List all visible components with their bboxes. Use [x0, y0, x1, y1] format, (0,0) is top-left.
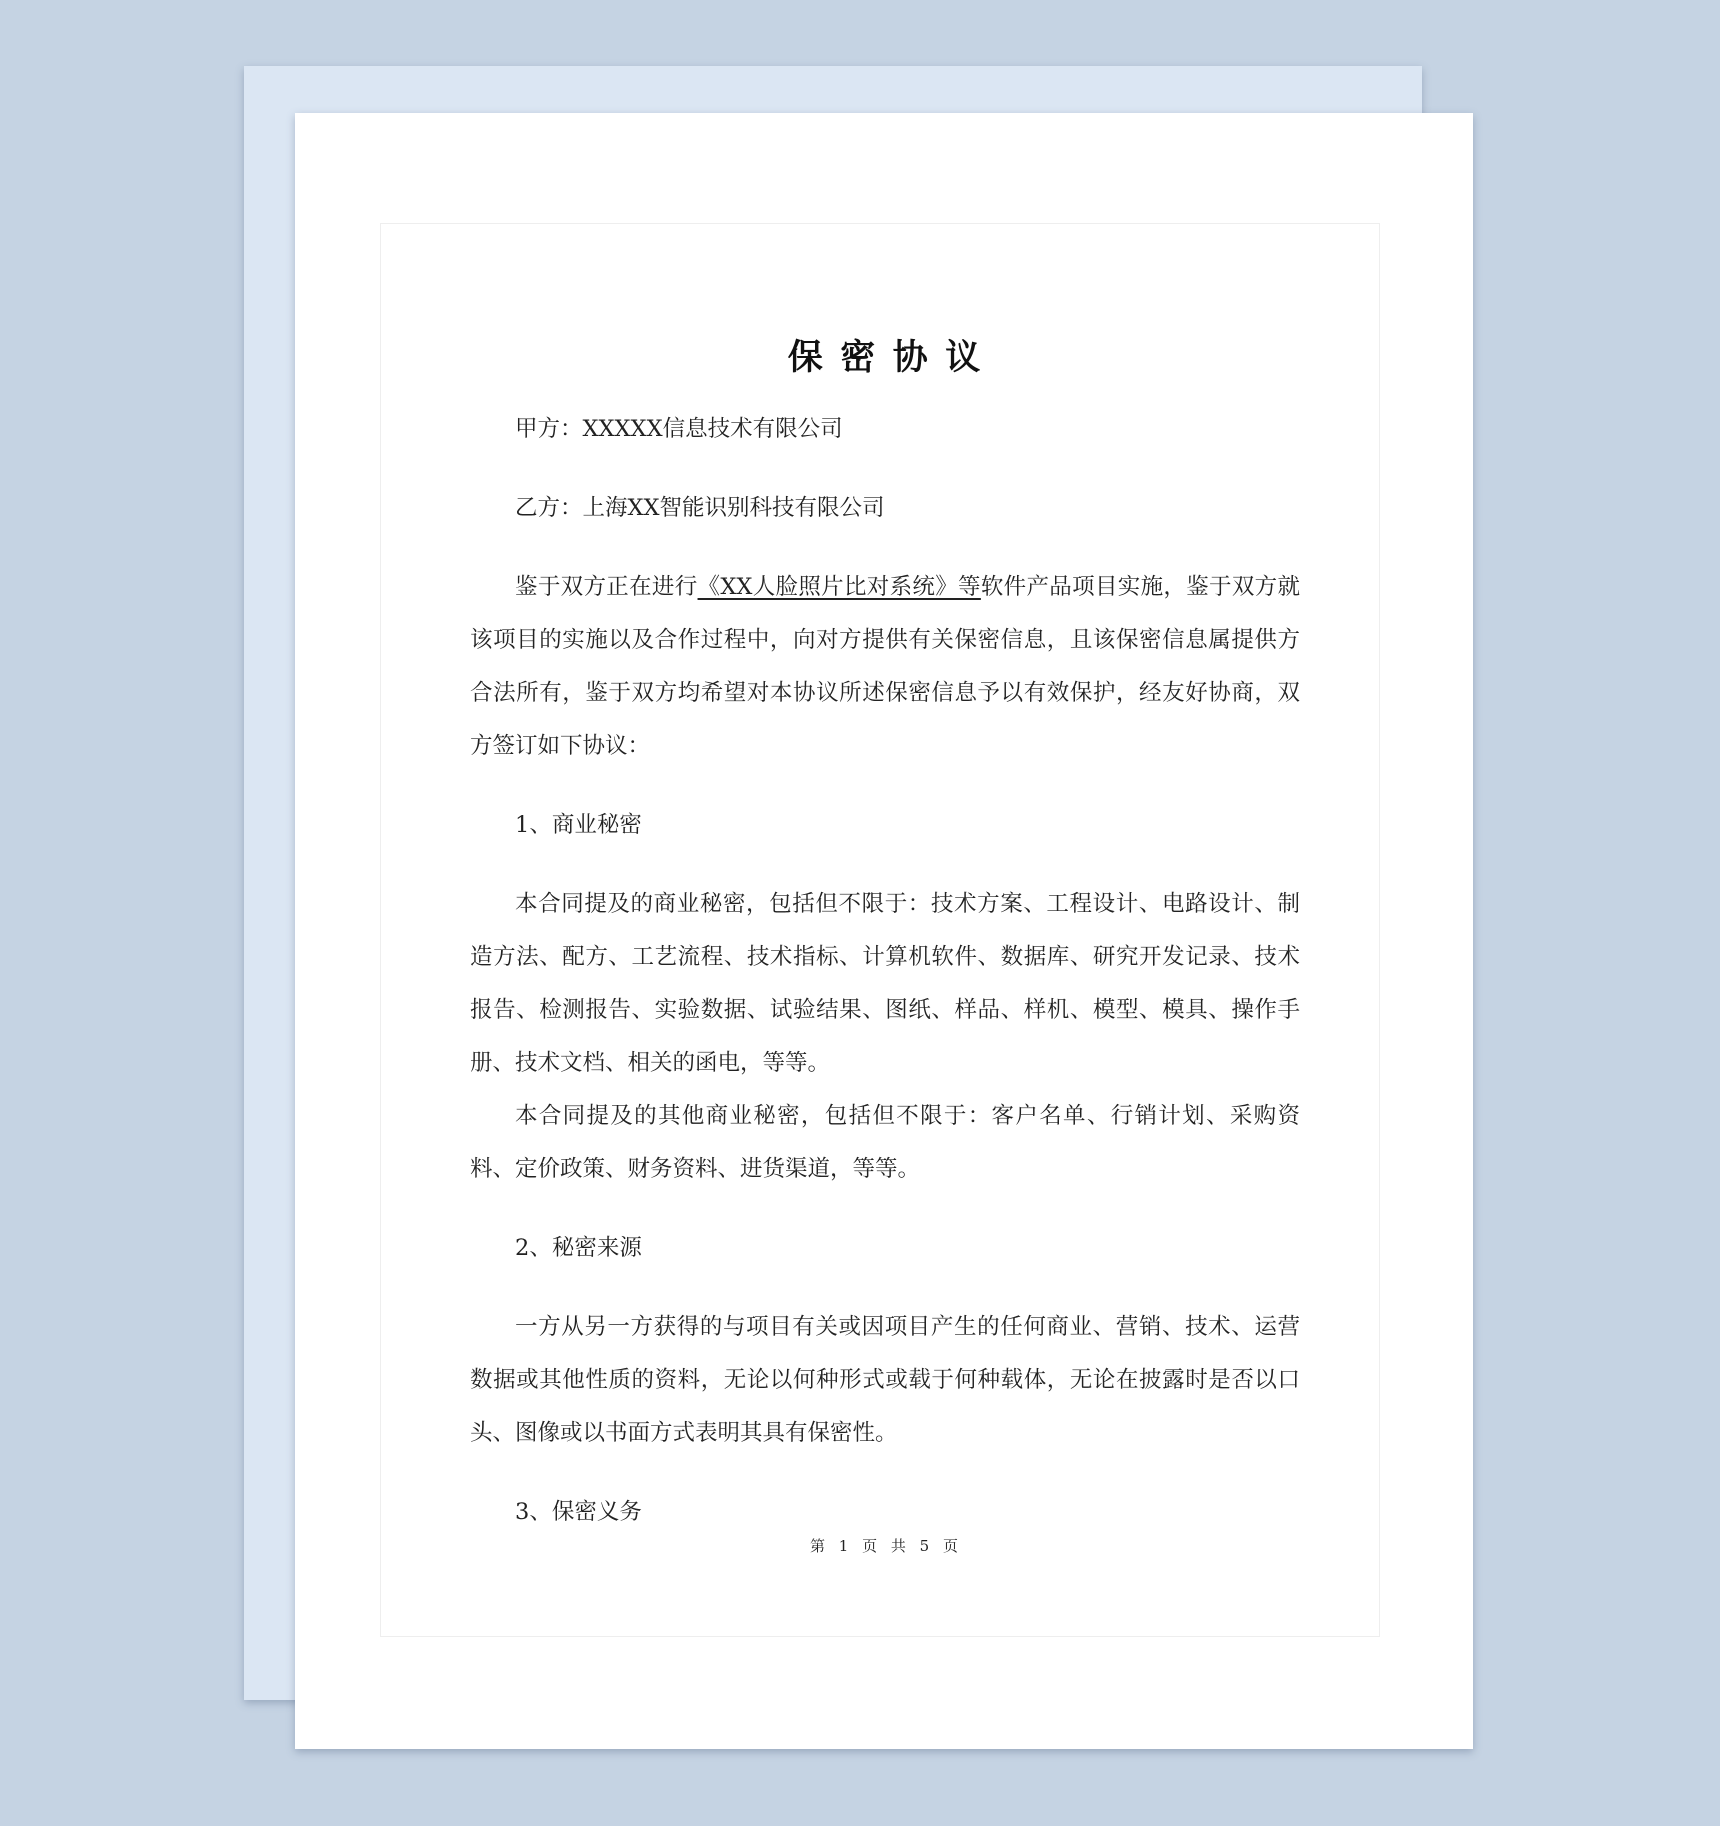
document-body: [470, 403, 1300, 1539]
intro-text-before: 鉴于双方正在进行: [515, 574, 698, 600]
party-a-line: 甲方：XXXXX信息技术有限公司: [515, 416, 843, 442]
party-b-line: 乙方：上海XX智能识别科技有限公司: [515, 495, 885, 521]
project-name-underlined: 《XX人脸照片比对系统》等: [697, 574, 981, 600]
intro-text-after: 软件产品项目实施，鉴于双方就该项目的实施以及合作过程中，向对方提供有关保密信息，且该保密信息属提供方合法所有，鉴于双方均希望对本协议所述保密信息予以有效保护，经友好协商，双方签订如下协议：: [470, 574, 1300, 759]
intro-paragraph: [470, 561, 1300, 773]
section-paragraph: 本合同提及的商业秘密，包括但不限于：技术方案、工程设计、电路设计、制造方法、配方、工艺流程、技术指标、计算机软件、数据库、研究开发记录、技术报告、检测报告、实验数据、试验结果、图纸、样品、样机、模型、模具、操作手册、技术文档、相关的函电，等等。: [470, 891, 1300, 1076]
page-number-footer: 第 1 页 共 5 页: [810, 1537, 963, 1555]
section-heading-secret-source: 2、秘密来源: [515, 1235, 642, 1261]
section-heading-confidentiality-obligation: 3、保密义务: [515, 1499, 642, 1525]
document-page: [295, 113, 1473, 1749]
section-paragraph: 一方从另一方获得的与项目有关或因项目产生的任何商业、营销、技术、运营数据或其他性质的资料，无论以何种形式或载于何种载体，无论在披露时是否以口头、图像或以书面方式表明其具有保密性。: [470, 1314, 1300, 1446]
section-paragraph: 本合同提及的其他商业秘密，包括但不限于：客户名单、行销计划、采购资料、定价政策、财务资料、进货渠道，等等。: [470, 1103, 1300, 1182]
document-title: 保密协议: [787, 338, 998, 378]
section-heading-trade-secrets: 1、商业秘密: [515, 812, 642, 838]
